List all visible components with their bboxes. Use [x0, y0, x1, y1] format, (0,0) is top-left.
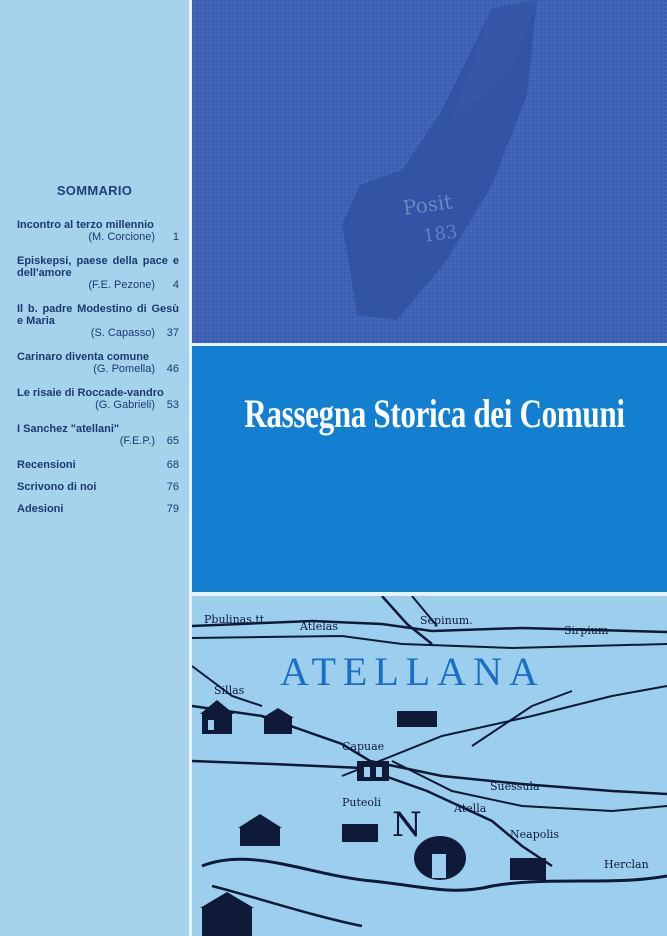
- map-label: Sepinum.: [420, 614, 473, 627]
- map-label: Atlelas: [300, 620, 338, 633]
- entry-page: 4: [172, 279, 179, 291]
- toc-entry: [17, 423, 179, 448]
- entry-page: 65: [166, 435, 179, 447]
- entry-page: 46: [166, 363, 179, 375]
- entry-page: 53: [166, 399, 179, 411]
- ancient-map: [192, 596, 667, 936]
- entry-title: Scrivono di noi: [17, 481, 97, 493]
- compass-n: N: [392, 805, 422, 845]
- cover-photo-artifact: [192, 0, 667, 343]
- table-of-contents: [17, 219, 179, 526]
- toc-entry: [17, 303, 179, 340]
- map-label: Atella: [454, 802, 487, 815]
- map-label: Herclan: [604, 858, 649, 871]
- entry-title: I Sanchez "atellani": [17, 423, 120, 435]
- entry-page: 1: [172, 231, 179, 243]
- toc-entry: [17, 481, 179, 493]
- toc-entry: [17, 351, 179, 376]
- map-label: Suessula: [490, 780, 540, 793]
- toc-entry: [17, 459, 179, 471]
- entry-author: (G. Pomella): [93, 363, 155, 375]
- entry-page: 68: [166, 459, 179, 471]
- svg-text:183: 183: [421, 221, 459, 247]
- entry-title: Adesioni: [17, 503, 64, 515]
- svg-text:Posit: Posit: [401, 189, 454, 220]
- entry-page: 37: [166, 327, 179, 339]
- map-label: Puteoli: [342, 796, 382, 809]
- entry-author: (F.E.P.): [119, 435, 155, 447]
- map-label: Neapolis: [510, 828, 560, 841]
- entry-author: (G. Gabrieli): [95, 399, 155, 411]
- sidebar-contents: [0, 0, 189, 936]
- toc-entry: [17, 219, 179, 244]
- map-label: Capuae: [342, 740, 385, 753]
- entry-author: (S. Capasso): [90, 327, 155, 339]
- map-title: ATELLANA: [280, 649, 545, 694]
- entry-author: (F.E. Pezone): [88, 279, 155, 291]
- entry-author: (M. Corcione): [88, 231, 155, 243]
- map-label: Sirpium: [564, 624, 609, 637]
- entry-title: Recensioni: [17, 459, 76, 471]
- map-label: Sillas: [214, 684, 245, 697]
- title-band: [192, 346, 667, 592]
- entry-title: Episkepsi, paese della pace e dell'amore: [17, 255, 179, 279]
- contents-heading: SOMMARIO: [56, 183, 133, 198]
- entry-page: 79: [166, 503, 179, 515]
- toc-entry: [17, 255, 179, 292]
- entry-title: Il b. padre Modestino di Gesù e Maria: [17, 303, 179, 327]
- entry-title: Le risaie di Roccade-vandro: [17, 387, 164, 399]
- entry-title: Incontro al terzo millennio: [17, 219, 154, 231]
- map-label: Pbulinas.tt.: [204, 613, 268, 626]
- toc-entry: [17, 387, 179, 412]
- journal-title: Rassegna Storica dei Comuni: [244, 391, 625, 436]
- entry-title: Carinaro diventa comune: [17, 351, 150, 363]
- toc-entry: [17, 503, 179, 515]
- entry-page: 76: [166, 481, 179, 493]
